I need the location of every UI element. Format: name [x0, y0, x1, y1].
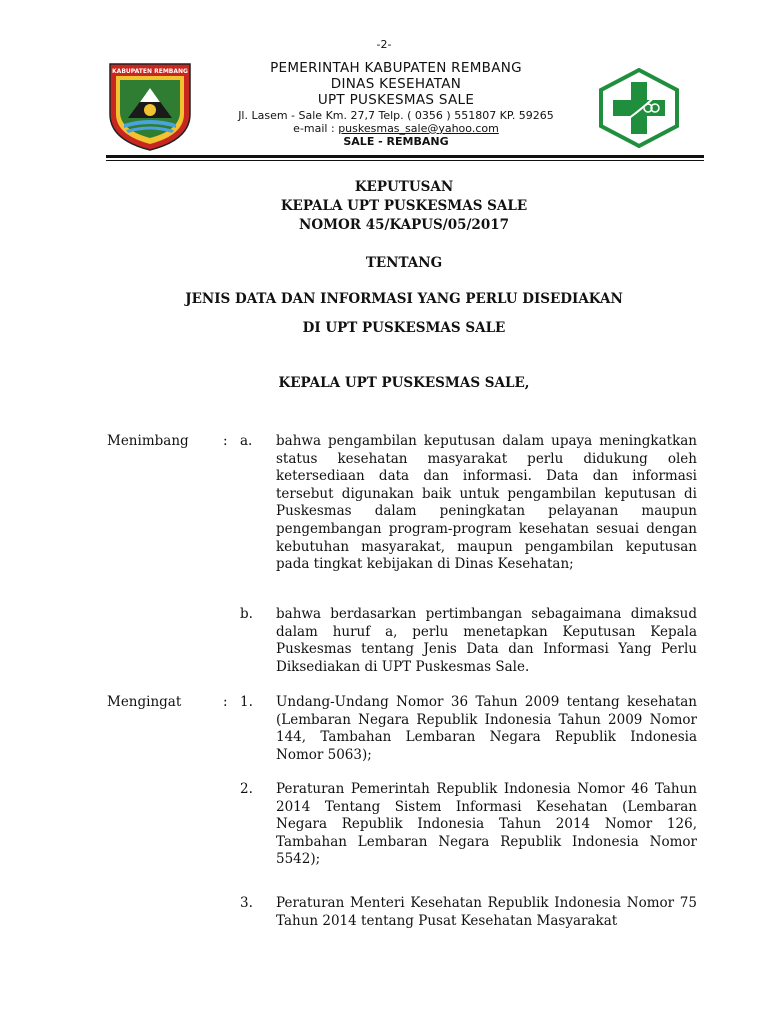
emblem-caption: KABUPATEN REMBANG	[112, 68, 188, 75]
menimbang-item-a-marker: a.	[240, 433, 253, 449]
office-name: DINAS KESEHATAN	[330, 76, 462, 93]
letterhead	[200, 60, 592, 148]
decree-number: NOMOR 45/KAPUS/05/2017	[299, 217, 509, 233]
decree-about: TENTANG	[365, 255, 443, 271]
mengingat-item-1-marker: 1.	[240, 694, 253, 710]
kabupaten-rembang-emblem-logo	[106, 62, 194, 152]
mengingat-colon: :	[223, 694, 228, 710]
mengingat-label: Mengingat	[107, 694, 182, 710]
decree-authority: KEPALA UPT PUSKESMAS SALE,	[278, 375, 530, 391]
menimbang-item-b-marker: b.	[240, 606, 253, 622]
decree-issuer: KEPALA UPT PUSKESMAS SALE	[280, 198, 528, 214]
decree-subject-line-1: JENIS DATA DAN INFORMASI YANG PERLU DISEDIAKAN	[185, 291, 623, 307]
email-link[interactable]: puskesmas_sale@yahoo.com	[338, 121, 499, 135]
decree-title: KEPUTUSAN	[354, 179, 454, 195]
email-label: e-mail :	[293, 121, 339, 135]
letterhead-rule-thick	[106, 155, 704, 158]
menimbang-item-b-text: bahwa berdasarkan pertimbangan sebagaimana dimaksud dalam huruf a, perlu menetapkan Keputusan Kepala Puskesmas tentang Jenis Data dan Informasi Yang Perlu Diksediakan di UPT Puskesmas Sale.	[276, 606, 697, 675]
unit-name: UPT PUSKESMAS SALE	[317, 92, 475, 109]
mengingat-item-1-text: Undang-Undang Nomor 36 Tahun 2009 tentang kesehatan (Lembaran Negara Republik Indonesia Tahun 2009 Nomor 144, Tambahan Lembaran Negara Republik Indonesia Nomor 5063);	[276, 694, 697, 763]
city: SALE - REMBANG	[343, 134, 449, 148]
puskesmas-logo	[598, 68, 680, 148]
menimbang-colon: :	[223, 433, 228, 449]
mengingat-item-3-marker: 3.	[240, 895, 253, 911]
letterhead-rule-thin	[106, 160, 704, 161]
email-line	[200, 122, 592, 135]
government-name: PEMERINTAH KABUPATEN REMBANG	[270, 60, 522, 76]
mengingat-item-2-marker: 2.	[240, 781, 253, 797]
menimbang-label: Menimbang	[107, 433, 189, 449]
menimbang-item-a-text: bahwa pengambilan keputusan dalam upaya meningkatkan status kesehatan masyarakat perlu didukung oleh ketersediaan data dan informasi. Data dan informasi tersebut digunakan baik untuk pengambilan keputusan di Puskesmas dalam peningkatan pelayanan maupun pengembangan program-program kesehatan sesuai dengan kebutuhan masyarakat, maupun pengambilan keputusan pada tingkat kebijakan di Dinas Kesehatan;	[276, 433, 697, 573]
address: Jl. Lasem - Sale Km. 27,7 Telp. ( 0356 ) 551807 KP. 59265	[238, 108, 554, 122]
decree-subject-line-2: DI UPT PUSKESMAS SALE	[302, 320, 506, 336]
mengingat-item-2-text: Peraturan Pemerintah Republik Indonesia Nomor 46 Tahun 2014 Tentang Sistem Informasi Kesehatan (Lembaran Negara Republik Indonesia Tahun 2014 Nomor 126, Tambahan Lembaran Negara Republik Indonesia Nomor 5542);	[276, 781, 697, 868]
mengingat-item-3-text: Peraturan Menteri Kesehatan Republik Indonesia Nomor 75 Tahun 2014 tentang Pusat Kesehatan Masyarakat	[276, 895, 697, 929]
page-number: -2-	[376, 38, 392, 51]
